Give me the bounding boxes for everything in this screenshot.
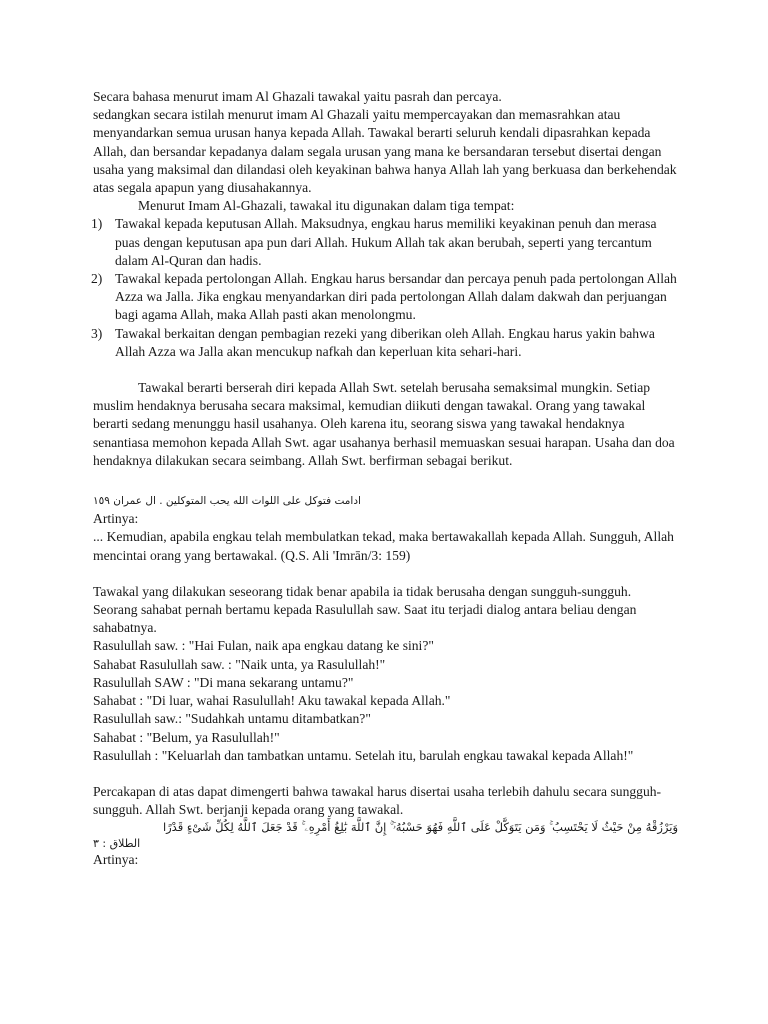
dialog-intro-paragraph: Tawakal yang dilakukan seseorang tidak benar apabila ia tidak berusaha dengan sungguh-sungguh. Seorang sahabat pernah bertamu kepada Rasulullah saw. Saat itu terjadi dialog antara beliau dengan sahabatnya. — [93, 583, 637, 636]
list-text: Tawakal kepada pertolongan Allah. Engkau harus bersandar dan percaya penuh pada pertolongan Allah Azza wa Jalla. Jika engkau menyandarkan diri pada pertolongan Allah dalam dakwah dan perjuangan bagi agama Allah, maka Allah pasti akan menolongmu. — [115, 271, 677, 323]
list-item — [93, 270, 678, 325]
tawakal-paragraph: Tawakal berarti berserah diri kepada Allah Swt. setelah berusaha semaksimal mungkin. Setiap muslim hendaknya berusaha secara maksimal, kemudian diikuti dengan tawakal. Orang yang tawakal berarti sedang menunggu hasil usahanya. Oleh karena itu, seorang siswa yang tawakal hendaknya senantiasa memohon kepada Allah Swt. agar usahanya berhasil memuaskan sesuai harapan. Usaha dan doa hendaknya dilakukan secara seimbang. Allah Swt. berfirman sebagai berikut. — [93, 380, 675, 468]
three-places-intro: Menurut Imam Al-Ghazali, tawakal itu digunakan dalam tiga tempat: — [138, 198, 515, 214]
conclusion-paragraph: Percakapan di atas dapat dimengerti bahwa tawakal harus disertai usaha terlebih dahulu secara sungguh-sungguh. Allah Swt. berjanji kepada orang yang tawakal. — [93, 783, 662, 818]
arabic-verse-at-talaq: وَيَرْزُقْهُ مِنْ حَيْثُ لَا يَحْتَسِبُ ۚ وَمَن يَتَوَكَّلْ عَلَى ٱللَّهِ فَهُوَ حَسْبُهُۥٓ ۚ إِنَّ ٱللَّهَ بَٰلِغُ أَمْرِهِۦ ۚ قَدْ جَعَلَ ٱللَّهُ لِكُلِّ شَىْءٍ قَدْرًا — [162, 820, 678, 835]
list-text: Tawakal kepada keputusan Allah. Maksudnya, engkau harus memiliki keyakinan penuh dan merasa puas dengan keputusan apa pun dari Allah. Hukum Allah tak akan berubah, seperti yang tercantum dalam Al-Quran dan hadis. — [115, 216, 657, 268]
dialog-line: Rasulullah : "Keluarlah dan tambatkan untamu. Setelah itu, barulah engkau tawakal kepada Allah!" — [93, 747, 634, 763]
arabic-verse-source: الطلاق : ٣ — [93, 837, 141, 851]
artinya-label: Artinya: — [93, 852, 139, 868]
spacer — [93, 565, 678, 583]
dialog-line: Rasulullah saw. : "Hai Fulan, naik apa engkau datang ke sini?" — [93, 638, 434, 654]
verse-translation: ... Kemudian, apabila engkau telah membulatkan tekad, maka bertawakallah kepada Allah. Sungguh, Allah mencintai orang yang bertawakal. (Q.S. Ali 'Imrān/3: 159) — [93, 529, 674, 563]
document-body — [93, 88, 678, 870]
list-number: 2) — [91, 271, 103, 287]
intro-paragraph: sedangkan secara istilah menurut imam Al Ghazali yaitu mempercayakan dan memasrahkan atau menyandarkan semua urusan hanya kepada Allah. Tawakal berarti seluruh kendali dipasrahkan kepada Allah, dan bersandar kepadanya dalam segala urusan yang mana ke bersandaran tersebut disertai dengan usaha yang maksimal dan dilandasi oleh keyakinan bahwa hanya Allah lah yang berkuasa dan berkehendak atas segala apapun yang diusahakannya. — [93, 107, 677, 196]
spacer — [93, 765, 678, 783]
artinya-label: Artinya: — [93, 511, 139, 527]
spacer — [93, 361, 678, 379]
list-item — [93, 215, 678, 270]
intro-line: Secara bahasa menurut imam Al Ghazali tawakal yaitu pasrah dan percaya. — [93, 89, 502, 104]
list-number: 3) — [91, 325, 103, 341]
dialog-line: Sahabat : "Di luar, wahai Rasulullah! Aku tawakal kepada Allah." — [93, 693, 451, 709]
list-number: 1) — [91, 216, 103, 232]
dialog-line: Sahabat : "Belum, ya Rasulullah!" — [93, 729, 280, 745]
spacer — [93, 470, 678, 488]
dialog-line: Rasulullah SAW : "Di mana sekarang untamu?" — [93, 674, 354, 690]
list-item — [93, 325, 678, 361]
dialog-line: Sahabat Rasulullah saw. : "Naik unta, ya Rasulullah!" — [93, 656, 386, 672]
arabic-verse-ali-imran: ادامت فتوكل على اللوات الله يحب المتوكلين . ال عمران ١٥٩ — [93, 495, 361, 508]
dialog-line: Rasulullah saw.: "Sudahkah untamu ditambatkan?" — [93, 711, 371, 727]
list-text: Tawakal berkaitan dengan pembagian rezeki yang diberikan oleh Allah. Engkau harus yakin bahwa Allah Azza wa Jalla akan mencukup nafkah dan keperluan kita sehari-hari. — [115, 325, 655, 359]
tawakal-list — [93, 215, 678, 361]
